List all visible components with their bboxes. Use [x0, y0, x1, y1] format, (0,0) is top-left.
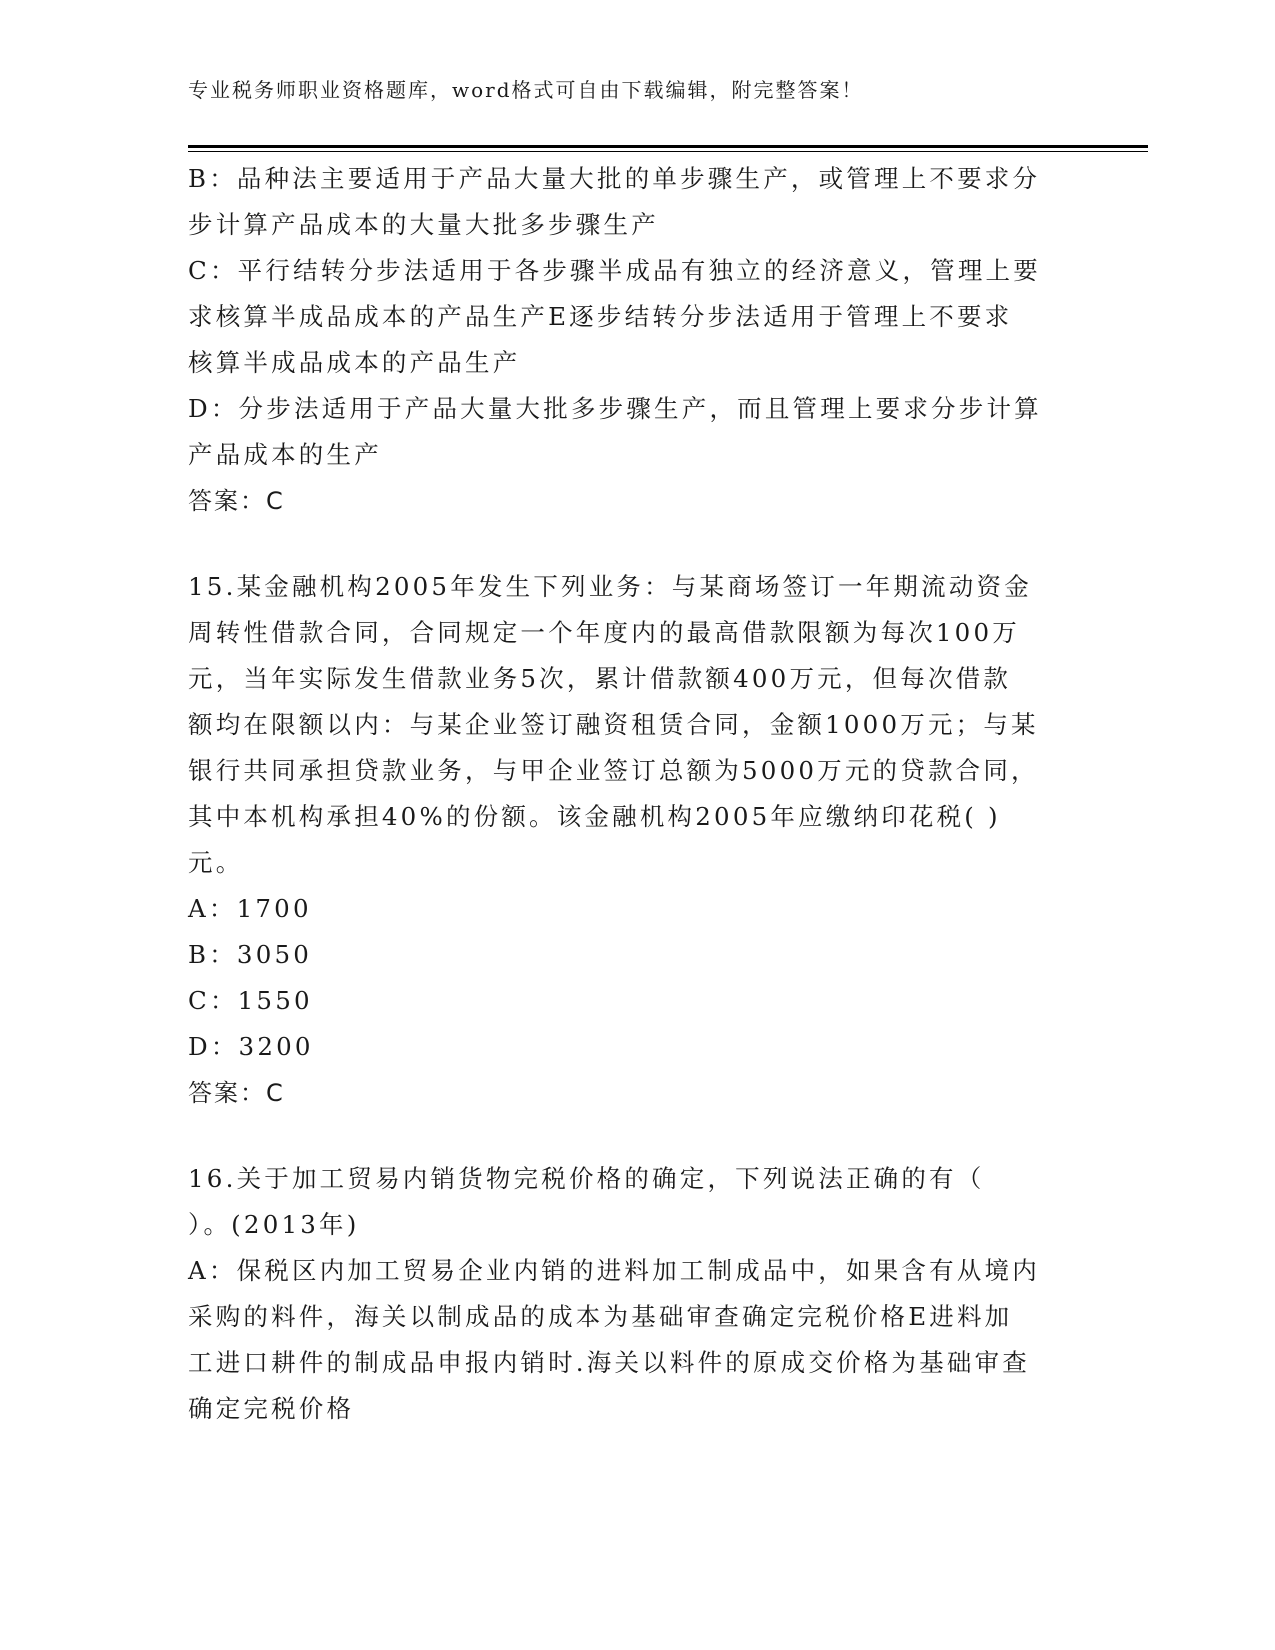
- text-line: 产品成本的生产: [188, 440, 382, 469]
- page-header: 专业税务师职业资格题库，word格式可自由下载编辑，附完整答案！: [188, 78, 864, 102]
- text-line: B：品种法主要适用于产品大量大批的单步骤生产，或管理上不要求分: [188, 164, 1041, 193]
- text-line: 元，当年实际发生借款业务5次，累计借款额400万元，但每次借款: [188, 664, 1012, 693]
- text-line: 求核算半成品成本的产品生产E逐步结转分步法适用于管理上不要求: [188, 302, 1013, 331]
- text-line: A：保税区内加工贸易企业内销的进料加工制成品中，如果含有从境内: [188, 1256, 1040, 1285]
- text-line: 16.关于加工贸易内销货物完税价格的确定，下列说法正确的有（: [188, 1164, 985, 1193]
- spacer: [188, 1116, 1088, 1156]
- text-line: 元。: [188, 848, 244, 877]
- document-body: [188, 156, 1088, 1432]
- question-14-answer: 答案：C: [188, 487, 285, 515]
- text-line: 确定完税价格: [188, 1394, 355, 1423]
- header-rule-thick: [188, 145, 1148, 148]
- text-line: D：分步法适用于产品大量大批多步骤生产，而且管理上要求分步计算: [188, 394, 1042, 423]
- text-line: 工进口耕件的制成品申报内销时.海关以料件的原成交价格为基础审查: [188, 1348, 1030, 1377]
- text-line: ）。(2013年): [188, 1210, 360, 1239]
- text-line: 周转性借款合同，合同规定一个年度内的最高借款限额为每次100万: [188, 618, 1020, 647]
- question-15-stem: [188, 564, 1088, 886]
- text-line: 核算半成品成本的产品生产: [188, 348, 521, 377]
- question-16-option-a: [188, 1248, 1088, 1432]
- question-14-option-b: [188, 156, 1088, 248]
- text-line: 其中本机构承担40%的份额。该金融机构2005年应缴纳印花税( ): [188, 802, 1001, 831]
- text-line: 额均在限额以内：与某企业签订融资租赁合同，金额1000万元；与某: [188, 710, 1039, 739]
- header-rule-thin: [188, 151, 1148, 152]
- question-16-stem: [188, 1156, 1088, 1248]
- question-15-option-d: D：3200: [188, 1032, 314, 1061]
- question-14-option-d: [188, 386, 1088, 478]
- question-15-option-a: A：1700: [188, 894, 312, 923]
- question-15-option-b: B：3050: [188, 940, 313, 969]
- text-line: 步计算产品成本的大量大批多步骤生产: [188, 210, 659, 239]
- spacer: [188, 524, 1088, 564]
- text-line: 采购的料件，海关以制成品的成本为基础审查确定完税价格E进料加: [188, 1302, 1013, 1331]
- text-line: C：平行结转分步法适用于各步骤半成品有独立的经济意义，管理上要: [188, 256, 1041, 285]
- question-15-answer: 答案：C: [188, 1079, 285, 1107]
- text-line: 银行共同承担贷款业务，与甲企业签订总额为5000万元的贷款合同，: [188, 756, 1039, 785]
- question-14-option-c: [188, 248, 1088, 386]
- question-15-option-c: C：1550: [188, 986, 313, 1015]
- text-line: 15.某金融机构2005年发生下列业务：与某商场签订一年期流动资金: [188, 572, 1032, 601]
